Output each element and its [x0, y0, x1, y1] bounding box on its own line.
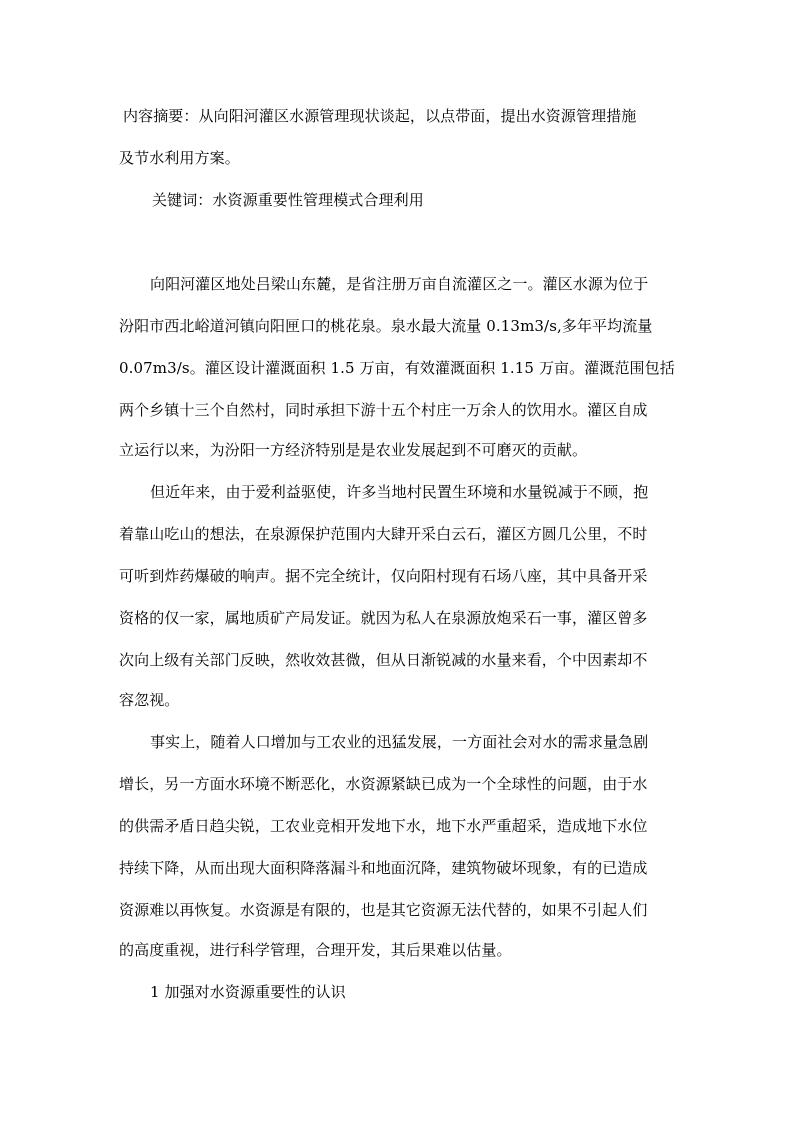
paragraph-2-line-2: 着靠山吃山的想法，在泉源保护范围内大肆开采白云石，灌区方圆几公里，不时	[119, 525, 648, 543]
paragraph-1-line-5: 立运行以来，为汾阳一方经济特别是是农业发展起到不可磨灭的贡献。	[119, 441, 588, 459]
paragraph-2-line-4: 资格的仅一家，属地质矿产局发证。就因为私人在泉源放炮采石一事，灌区曾多	[119, 609, 648, 627]
paragraph-2-line-1: 但近年来，由于爱利益驱使，许多当地村民置生环境和水量锐减于不顾，抱	[150, 483, 649, 501]
paragraph-3-line-1: 事实上，随着人口增加与工农业的迅猛发展，一方面社会对水的需求量急剧	[150, 733, 649, 751]
paragraph-2-line-3: 可听到炸药爆破的响声。据不完全统计，仅向阳村现有石场八座，其中具备开采	[119, 567, 648, 585]
keywords-line: 关键词：水资源重要性管理模式合理利用	[152, 191, 424, 209]
abstract-line-1: 内容摘要：从向阳河灌区水源管理现状谈起，以点带面，提出水资源管理措施	[123, 107, 637, 125]
abstract-line-2: 及节水利用方案。	[119, 149, 240, 167]
paragraph-2-line-5: 次向上级有关部门反映，然收效甚微，但从日渐锐减的水量来看，个中因素却不	[119, 651, 648, 669]
paragraph-3-line-3: 的供需矛盾日趋尖锐，工农业竞相开发地下水，地下水严重超采，造成地下水位	[119, 817, 648, 835]
paragraph-2-line-6: 容忽视。	[119, 691, 180, 709]
paragraph-1-line-4: 两个乡镇十三个自然村，同时承担下游十五个村庄一万余人的饮用水。灌区自成	[119, 401, 648, 419]
paragraph-1-line-3: 0.07m3/s。灌区设计灌溉面积 1.5 万亩，有效灌溉面积 1.15 万亩。灌溉范围包括	[119, 359, 675, 377]
paragraph-1-line-2: 汾阳市西北峪道河镇向阳匣口的桃花泉。泉水最大流量 0.13m3/s,多年平均流量	[119, 317, 653, 335]
paragraph-3-line-4: 持续下降，从而出现大面积降落漏斗和地面沉降，建筑物破坏现象，有的已造成	[119, 859, 648, 877]
paragraph-3-line-2: 增长，另一方面水环境不断恶化，水资源紧缺已成为一个全球性的问题，由于水	[119, 775, 648, 793]
paragraph-3-line-5: 资源难以再恢复。水资源是有限的，也是其它资源无法代替的，如果不引起人们	[119, 901, 648, 919]
paragraph-3-line-6: 的高度重视，进行科学管理，合理开发，其后果难以估量。	[119, 941, 512, 959]
paragraph-1-line-1: 向阳河灌区地处吕梁山东麓，是省注册万亩自流灌区之一。灌区水源为位于	[150, 275, 649, 293]
section-heading: 1 加强对水资源重要性的认识	[150, 983, 346, 1001]
